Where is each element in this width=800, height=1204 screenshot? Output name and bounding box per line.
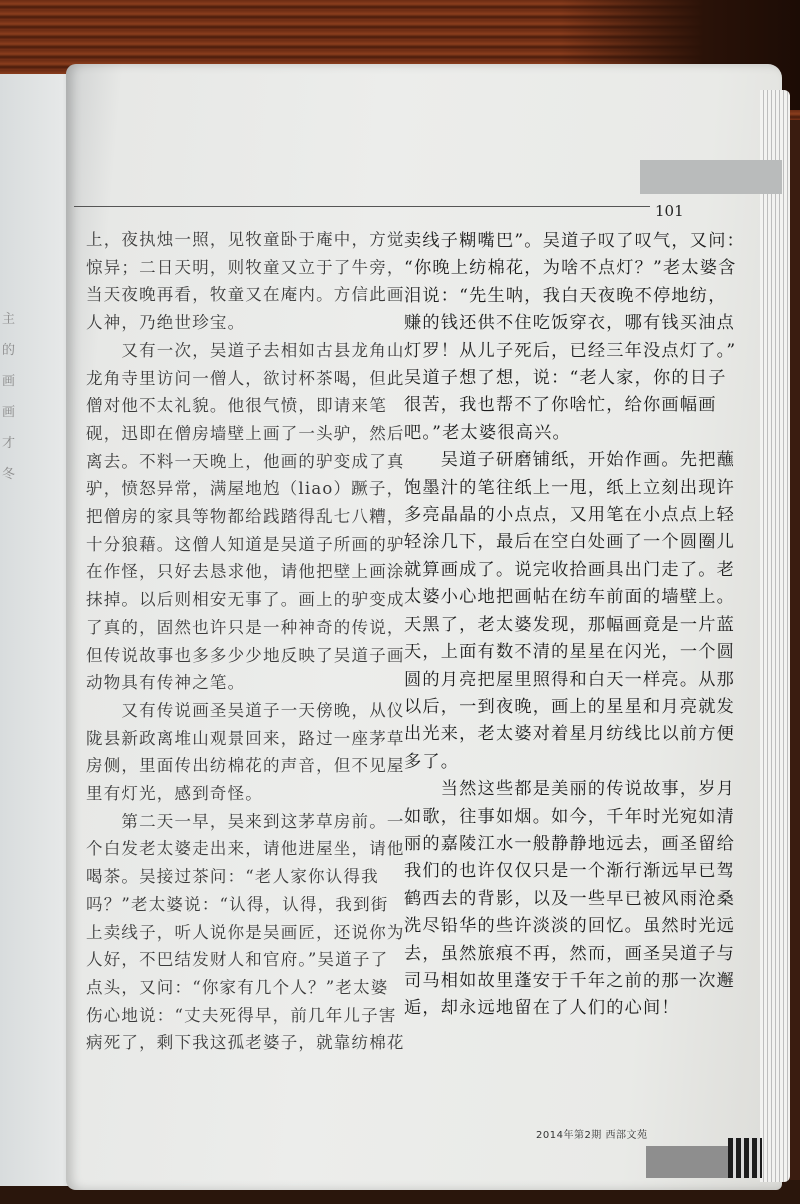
text-line: 惊异；二日天明，则牧童又立于了牛旁， (86, 257, 405, 277)
text-line: 吴道子想了想，说：“老人家，你的日子 (404, 368, 727, 389)
text-line: “你晚上纺棉花，为啥不点灯？”老太婆含 (404, 258, 737, 279)
text-line: 离去。不料一天晚上，他画的驴变成了真 (86, 451, 405, 471)
text-line: 第二天一早，吴来到这茅草房前。一 (86, 811, 405, 831)
text-line: 如歌，往事如烟。如今，千年时光宛如清 (404, 806, 735, 827)
text-line: 太婆小心地把画帖在纺车前面的墙壁上。 (404, 587, 735, 608)
text-line: 吴道子研磨铺纸，开始作画。先把蘸 (404, 450, 735, 471)
text-line: 人神，乃绝世珍宝。 (86, 313, 246, 333)
footer-block (646, 1146, 736, 1178)
text-line: 动物具有传神之笔。 (86, 673, 246, 693)
right-text-column (404, 228, 745, 1023)
left-page-char: 才 (2, 436, 16, 451)
text-line: 以后，一到夜晚，画上的星星和月亮就发 (404, 696, 735, 717)
text-line: 个白发老太婆走出来，请他进屋坐，请他 (86, 839, 405, 859)
text-line: 病死了，剩下我这孤老婆子，就靠纺棉花 (86, 1033, 405, 1053)
page-edges (760, 90, 790, 1182)
left-page-text-fragments (2, 304, 22, 490)
text-line: 人好，不巴结发财人和官府。”吴道子了 (86, 950, 389, 970)
text-line: 鹤西去的背影，以及一些早已被风雨沧桑 (404, 888, 735, 909)
text-line: 卖线子糊嘴巴”。吴道子叹了叹气，又问： (404, 231, 745, 251)
left-page-char: 主 (2, 312, 16, 327)
left-page-char: 的 (2, 343, 16, 358)
text-line: 又有传说画圣吴道子一天傍晚，从仪 (86, 700, 405, 720)
text-line: 陇县新政离堆山观景回来，路过一座茅草 (86, 728, 405, 748)
text-line: 洗尽铅华的些许淡淡的回忆。虽然时光远 (404, 916, 735, 937)
text-line: 十分狼藉。这僧人知道是吴道子所画的驴 (86, 534, 405, 554)
header-bar (640, 160, 782, 194)
text-line: 轻涂几下，最后在空白处画了一个圆圈儿 (404, 532, 735, 553)
text-line: 上卖线子，听人说你是吴画匠，还说你为 (86, 922, 405, 942)
text-line: 天黑了，老太婆发现，那幅画竟是一片蓝 (404, 614, 735, 635)
text-line: 去，虽然旅痕不再，然而，画圣吴道子与 (404, 943, 735, 964)
text-line: 了真的，固然也许只是一种神奇的传说， (86, 617, 405, 637)
text-line: 伤心地说：“丈夫死得早，前几年儿子害 (86, 1005, 397, 1025)
text-line: 很苦，我也帮不了你啥忙，给你画幅画 (404, 395, 717, 416)
text-line: 灯罗！从儿子死后，已经三年没点灯了。” (404, 340, 737, 361)
footer-bars (728, 1138, 762, 1178)
text-line: 饱墨汁的笔往纸上一甩，纸上立刻出现许 (404, 477, 735, 498)
text-line: 在作怪，只好去恳求他，请他把壁上画涂 (86, 562, 405, 582)
text-line: 但传说故事也多多少少地反映了吴道子画 (86, 645, 405, 665)
left-page-char: 画 (2, 374, 16, 389)
left-text-column (86, 226, 405, 1057)
text-line: 当然这些都是美丽的传说故事，岁月 (404, 779, 735, 800)
text-line: 当天夜晚再看，牧童又在庵内。方信此画 (86, 285, 405, 305)
text-line: 里有灯光，感到奇怪。 (86, 784, 263, 804)
text-line: 司马相如故里蓬安于千年之前的那一次邂 (404, 970, 735, 991)
text-line: 房侧，里面传出纺棉花的声音，但不见屋 (86, 756, 405, 776)
left-page-char: 冬 (2, 467, 16, 482)
page-number: 101 (655, 202, 684, 220)
text-line: 龙角寺里访问一僧人，欲讨杯茶喝，但此 (86, 368, 405, 388)
text-line: 泪说：“先生呐，我白天夜晚不停地纺， (404, 285, 727, 306)
text-line: 就算画成了。说完收拾画具出门走了。老 (404, 559, 735, 580)
text-line: 出光来，老太婆对着星月纺线比以前方便 (404, 724, 735, 745)
footer-issue: 2014年第2期 西部文苑 (536, 1130, 648, 1141)
text-line: 逅，却永远地留在了人们的心间！ (404, 998, 680, 1019)
text-line: 赚的钱还供不住吃饭穿衣，哪有钱买油点 (404, 313, 735, 334)
text-line: 多了。 (404, 751, 460, 772)
text-line: 又有一次，吴道子去相如古县龙角山 (86, 340, 405, 360)
text-line: 吧。”老太婆很高兴。 (404, 422, 571, 443)
text-line: 砚，迅即在僧房墙壁上画了一头驴，然后 (86, 423, 405, 443)
text-line: 上，夜执烛一照，见牧童卧于庵中，方觉 (86, 230, 405, 249)
text-line: 我们的也许仅仅只是一个渐行渐远早已驾 (404, 861, 735, 882)
text-line: 圆的月亮把屋里照得和白天一样亮。从那 (404, 669, 735, 690)
text-line: 丽的嘉陵江水一般静静地远去，画圣留给 (404, 833, 735, 854)
text-line: 驴，愤怒异常，满屋地尥（liao）蹶子， (86, 479, 405, 499)
text-line: 天，上面有数不清的星星在闪光，一个圆 (404, 642, 735, 663)
text-line: 吗？”老太婆说：“认得，认得，我到街 (86, 894, 389, 914)
text-line: 点头，又问：“你家有几个人？”老太婆 (86, 977, 389, 997)
text-line: 抹掉。以后则相安无事了。画上的驴变成 (86, 590, 405, 610)
left-page-char: 画 (2, 405, 16, 420)
text-line: 僧对他不太礼貌。他很气愤，即请来笔 (86, 396, 387, 416)
header-rule (74, 206, 650, 207)
text-line: 把僧房的家具等物都给践踏得乱七八糟， (86, 507, 405, 527)
text-line: 喝茶。吴接过茶问：“老人家你认得我 (86, 867, 379, 887)
text-line: 多亮晶晶的小点点，又用笔在小点点上轻 (404, 505, 735, 526)
